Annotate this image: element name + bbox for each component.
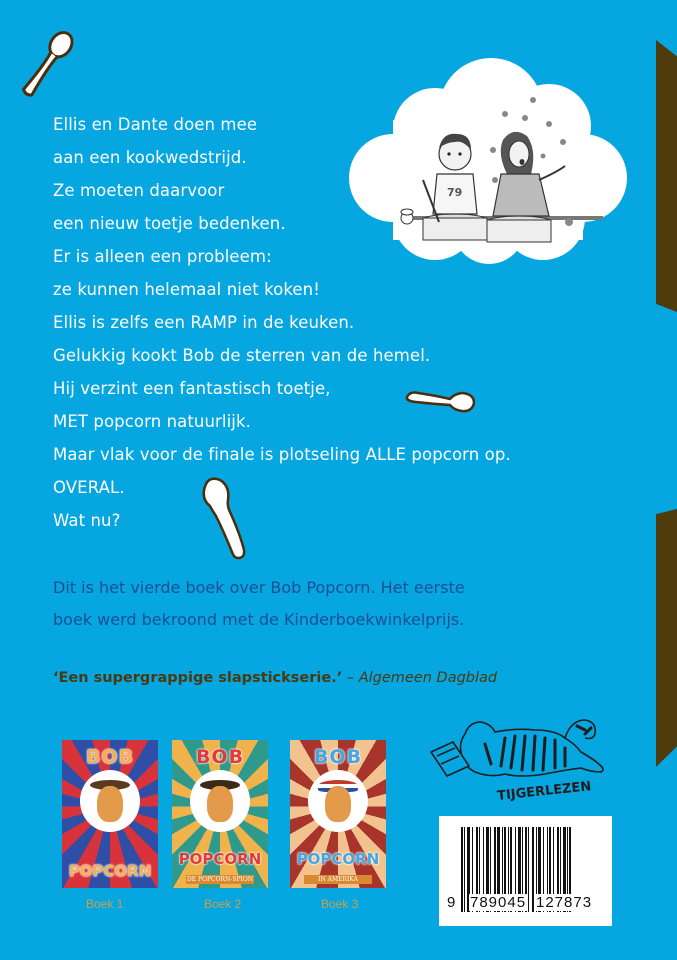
blurb-line: MET popcorn natuurlijk. <box>53 412 251 431</box>
book-label-3: Boek 3 <box>321 897 359 911</box>
quote-source: Algemeen Dagblad <box>358 670 498 686</box>
cover-title-top: BOB <box>85 746 135 768</box>
quote-text: ‘Een supergrappige slapstickserie.’ <box>53 670 343 686</box>
cover-title-bottom: POPCORN <box>68 862 152 880</box>
series-info <box>53 572 613 636</box>
spoon-icon <box>18 26 74 106</box>
quote-separator: – <box>342 670 359 686</box>
cover-title-top: BOB <box>313 746 363 768</box>
blurb-line: Hij verzint een fantastisch toetje, <box>53 379 331 398</box>
isbn-group-2: 127873 <box>536 894 593 911</box>
series-info-line: boek werd bekroond met de Kinderboekwinkelprijs. <box>53 610 465 629</box>
cover-title-bottom: POPCORN <box>296 850 380 868</box>
cover-title-top: BOB <box>195 746 245 768</box>
blurb-line: Ellis en Dante doen mee <box>53 115 258 134</box>
popcorn-character <box>325 786 351 822</box>
book-cover-3[interactable] <box>290 740 386 888</box>
isbn-first-digit: 9 <box>447 894 456 911</box>
cover-subtitle: DE POPCORN-SPION <box>186 876 254 883</box>
blurb-line: een nieuw toetje bedenken. <box>53 214 286 233</box>
blurb-line: ze kunnen helemaal niet koken! <box>53 280 320 299</box>
book-cover-1[interactable] <box>62 740 158 888</box>
blurb-line: OVERAL. <box>53 478 125 497</box>
cover-title-bottom: POPCORN <box>178 850 262 868</box>
spine-strip-bottom <box>656 509 677 767</box>
blurb-line: Maar vlak voor de finale is plotseling ALLE popcorn op. <box>53 445 511 464</box>
popcorn-character <box>207 786 233 822</box>
blurb-text <box>53 108 511 537</box>
book-label-2: Boek 2 <box>204 897 242 911</box>
isbn-barcode <box>439 816 612 926</box>
series-info-line: Dit is het vierde boek over Bob Popcorn. Het eerste <box>53 578 465 597</box>
spine-strip-top <box>656 40 677 312</box>
svg-text:79: 79 <box>447 186 463 199</box>
blurb-line: Wat nu? <box>53 511 121 530</box>
blurb-line: aan een kookwedstrijd. <box>53 148 247 167</box>
popcorn-character <box>97 786 123 822</box>
book-cover-2[interactable] <box>172 740 268 888</box>
blurb-line: Ze moeten daarvoor <box>53 181 225 200</box>
svg-text:TIJGERLEZEN: TIJGERLEZEN <box>496 779 592 804</box>
reading-tiger-icon <box>425 708 625 808</box>
blurb-line: Ellis is zelfs een RAMP in de keuken. <box>53 313 355 332</box>
cover-subtitle: IN AMERIKA <box>304 875 372 884</box>
press-quote <box>53 670 497 686</box>
book-label-1: Boek 1 <box>86 897 124 911</box>
isbn-group-1: 789045 <box>470 894 527 911</box>
blurb-line: Gelukkig kookt Bob de sterren van de hemel. <box>53 346 431 365</box>
blurb-line: Er is alleen een probleem: <box>53 247 272 266</box>
